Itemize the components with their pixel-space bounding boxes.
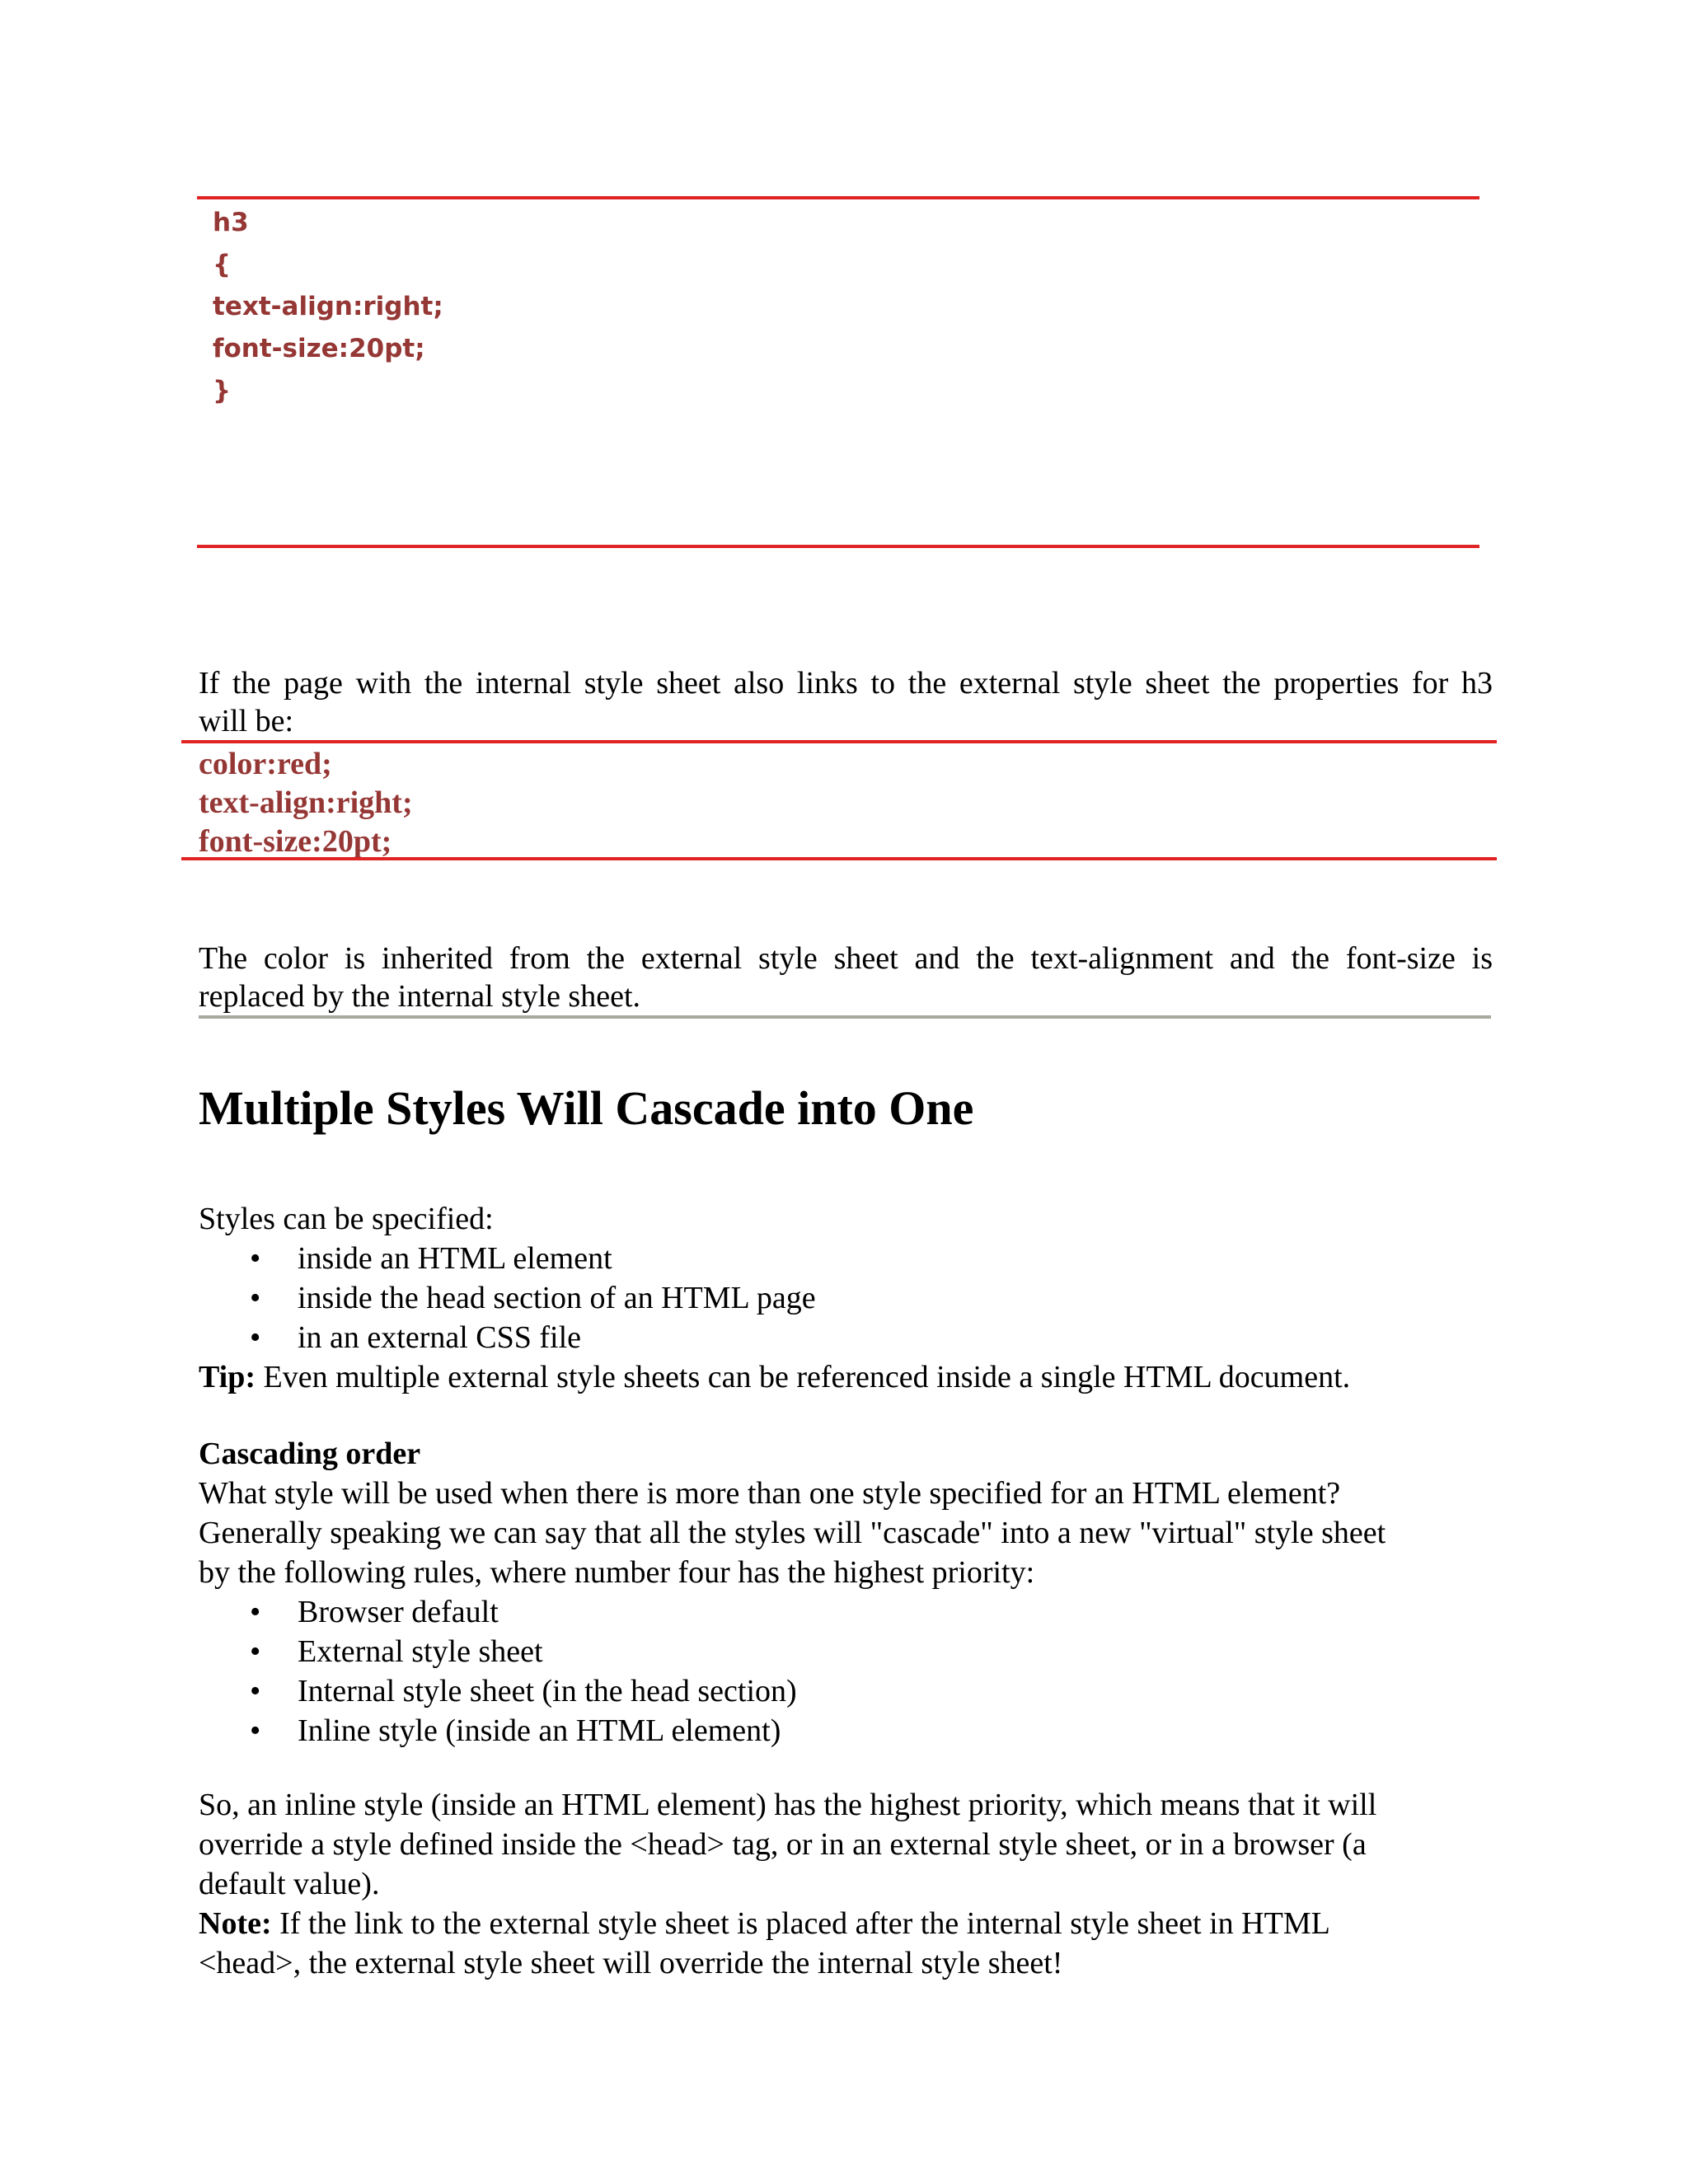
list-item-text: in an external CSS file (298, 1320, 582, 1355)
cascading-order-heading (199, 1434, 1517, 1474)
code-line: font-size:20pt; (213, 334, 425, 363)
note-text: If the link to the external style sheet is placed after the internal style sheet in HTML (271, 1906, 1330, 1941)
inheritance-note-paragraph (199, 940, 1493, 1015)
inheritance-note-line: replaced by the internal style sheet. (199, 979, 641, 1014)
list-item (199, 1711, 1517, 1750)
code-block (213, 202, 443, 412)
code-line: { (213, 250, 232, 279)
list-item (199, 1671, 1517, 1711)
list-item-text: Inline style (inside an HTML element) (298, 1713, 781, 1748)
cascading-order-list (199, 1592, 1517, 1750)
section-divider (199, 1015, 1491, 1019)
cascading-order-line: What style will be used when there is more than one style specified for an HTML element? (199, 1476, 1341, 1511)
tip-text: Even multiple external style sheets can be referenced inside a single HTML document. (256, 1360, 1351, 1394)
cascade-intro-line: will be: (199, 704, 294, 738)
inheritance-note-line: The color is inherited from the external style sheet and the text-alignment and the font-size is (199, 941, 1493, 976)
note-line (199, 1904, 1517, 1943)
list-item-text: inside an HTML element (298, 1241, 612, 1276)
priority-line: override a style defined inside the <head> tag, or in an external style sheet, or in a browser (a (199, 1827, 1367, 1862)
code-line: h3 (213, 208, 249, 237)
code-box-bottom-rule (197, 545, 1479, 548)
code-line: text-align:right; (213, 292, 443, 321)
tip-line (199, 1357, 1517, 1397)
bullet-icon: • (250, 1595, 261, 1629)
properties-bottom-rule (181, 857, 1497, 860)
styles-specified-section (199, 1199, 1517, 1397)
properties-top-rule (181, 740, 1497, 743)
list-item-text: inside the head section of an HTML page (298, 1281, 816, 1315)
note-line-continued: <head>, the external style sheet will override the internal style sheet! (199, 1946, 1063, 1980)
list-item-text: External style sheet (298, 1634, 543, 1669)
list-item (199, 1632, 1517, 1671)
styles-list (199, 1239, 1517, 1357)
bullet-icon: • (250, 1674, 261, 1708)
styles-intro: Styles can be specified: (199, 1202, 494, 1236)
bullet-icon: • (250, 1241, 261, 1276)
bullet-icon: • (250, 1634, 261, 1669)
bullet-icon: • (250, 1713, 261, 1748)
cascading-order-line: by the following rules, where number four has the highest priority: (199, 1555, 1035, 1590)
cascading-order-section (199, 1434, 1517, 1750)
list-item (199, 1592, 1517, 1632)
bullet-icon: • (250, 1320, 261, 1355)
list-item-text: Internal style sheet (in the head section) (298, 1674, 797, 1708)
property-line: color:red; (199, 747, 332, 781)
note-label: Note: (199, 1906, 272, 1941)
priority-note-section (199, 1785, 1517, 1983)
list-item-text: Browser default (298, 1595, 499, 1629)
tip-label: Tip: (199, 1360, 256, 1394)
list-item (199, 1278, 1517, 1318)
code-box-top-rule (197, 196, 1479, 199)
cascading-order-line: Generally speaking we can say that all the styles will "cascade" into a new "virtual" style sheet (199, 1516, 1386, 1550)
cascade-intro-line: If the page with the internal style sheet also links to the external style sheet the properties for h3 (199, 666, 1493, 701)
section-heading: Multiple Styles Will Cascade into One (199, 1081, 974, 1135)
cascading-order-heading-text: Cascading order (199, 1436, 421, 1471)
priority-line: default value). (199, 1867, 380, 1901)
priority-line: So, an inline style (inside an HTML element) has the highest priority, which means that it will (199, 1788, 1377, 1822)
cascade-intro-paragraph (199, 664, 1493, 740)
list-item (199, 1239, 1517, 1278)
code-line: } (213, 376, 232, 405)
property-line: text-align:right; (199, 785, 413, 820)
result-properties (199, 745, 413, 861)
property-line: font-size:20pt; (199, 824, 392, 859)
bullet-icon: • (250, 1281, 261, 1315)
list-item (199, 1318, 1517, 1357)
